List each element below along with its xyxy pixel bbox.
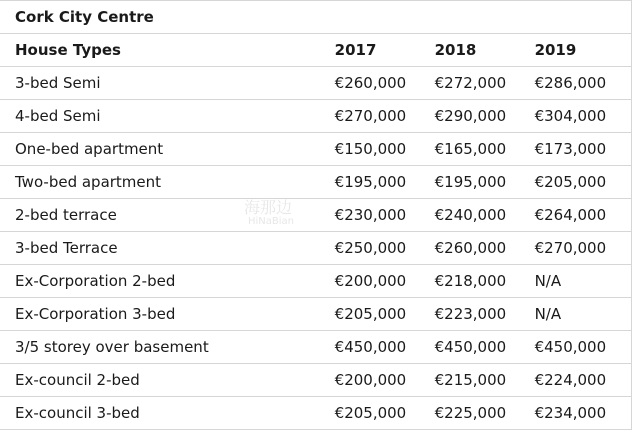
price-cell: €304,000 bbox=[520, 100, 632, 133]
house-type-cell: Ex-council 3-bed bbox=[0, 397, 320, 430]
price-cell: €195,000 bbox=[320, 166, 420, 199]
column-header-2017: 2017 bbox=[320, 34, 420, 67]
table-row bbox=[0, 133, 632, 166]
house-type-cell: 3-bed Semi bbox=[0, 67, 320, 100]
watermark-sub: HiNaBian bbox=[248, 216, 295, 227]
table-row bbox=[0, 100, 632, 133]
table-row bbox=[0, 298, 632, 331]
house-type-cell: 4-bed Semi bbox=[0, 100, 320, 133]
house-type-cell: One-bed apartment bbox=[0, 133, 320, 166]
price-cell: €218,000 bbox=[420, 265, 520, 298]
price-cell: €215,000 bbox=[420, 364, 520, 397]
table-title: Cork City Centre bbox=[0, 1, 632, 34]
table-row bbox=[0, 265, 632, 298]
column-header-2018: 2018 bbox=[420, 34, 520, 67]
price-cell: €450,000 bbox=[520, 331, 632, 364]
price-cell: €286,000 bbox=[520, 67, 632, 100]
price-cell: €225,000 bbox=[420, 397, 520, 430]
house-type-cell: 2-bed terrace bbox=[0, 199, 320, 232]
price-cell: €230,000 bbox=[320, 199, 420, 232]
price-cell: €195,000 bbox=[420, 166, 520, 199]
price-cell: €234,000 bbox=[520, 397, 632, 430]
price-cell: €165,000 bbox=[420, 133, 520, 166]
price-cell: €205,000 bbox=[320, 397, 420, 430]
watermark bbox=[244, 200, 294, 228]
table-row bbox=[0, 331, 632, 364]
table-header-row bbox=[0, 34, 632, 67]
house-type-cell: 3-bed Terrace bbox=[0, 232, 320, 265]
price-cell: €200,000 bbox=[320, 364, 420, 397]
price-cell: €272,000 bbox=[420, 67, 520, 100]
table-row bbox=[0, 364, 632, 397]
price-cell: €270,000 bbox=[320, 100, 420, 133]
price-cell: €150,000 bbox=[320, 133, 420, 166]
price-cell: €450,000 bbox=[420, 331, 520, 364]
price-cell: €200,000 bbox=[320, 265, 420, 298]
table-row bbox=[0, 232, 632, 265]
table-row bbox=[0, 166, 632, 199]
table-title-row bbox=[0, 1, 632, 34]
price-cell: €250,000 bbox=[320, 232, 420, 265]
price-cell: €240,000 bbox=[420, 199, 520, 232]
price-cell: €260,000 bbox=[420, 232, 520, 265]
price-cell: €205,000 bbox=[520, 166, 632, 199]
price-cell: €205,000 bbox=[320, 298, 420, 331]
table-row bbox=[0, 199, 632, 232]
table-row bbox=[0, 397, 632, 430]
watermark-main: 海那边 bbox=[244, 198, 293, 217]
price-cell: €450,000 bbox=[320, 331, 420, 364]
house-type-cell: Ex-council 2-bed bbox=[0, 364, 320, 397]
price-cell: N/A bbox=[520, 298, 632, 331]
price-cell: €264,000 bbox=[520, 199, 632, 232]
price-cell: €173,000 bbox=[520, 133, 632, 166]
table-row bbox=[0, 67, 632, 100]
column-header-2019: 2019 bbox=[520, 34, 632, 67]
price-cell: €290,000 bbox=[420, 100, 520, 133]
price-cell: €270,000 bbox=[520, 232, 632, 265]
column-header-house-types: House Types bbox=[0, 34, 320, 67]
price-cell: N/A bbox=[520, 265, 632, 298]
house-type-cell: Ex-Corporation 3-bed bbox=[0, 298, 320, 331]
house-type-cell: 3/5 storey over basement bbox=[0, 331, 320, 364]
house-type-cell: Two-bed apartment bbox=[0, 166, 320, 199]
price-cell: €224,000 bbox=[520, 364, 632, 397]
house-type-cell: Ex-Corporation 2-bed bbox=[0, 265, 320, 298]
price-cell: €260,000 bbox=[320, 67, 420, 100]
price-cell: €223,000 bbox=[420, 298, 520, 331]
